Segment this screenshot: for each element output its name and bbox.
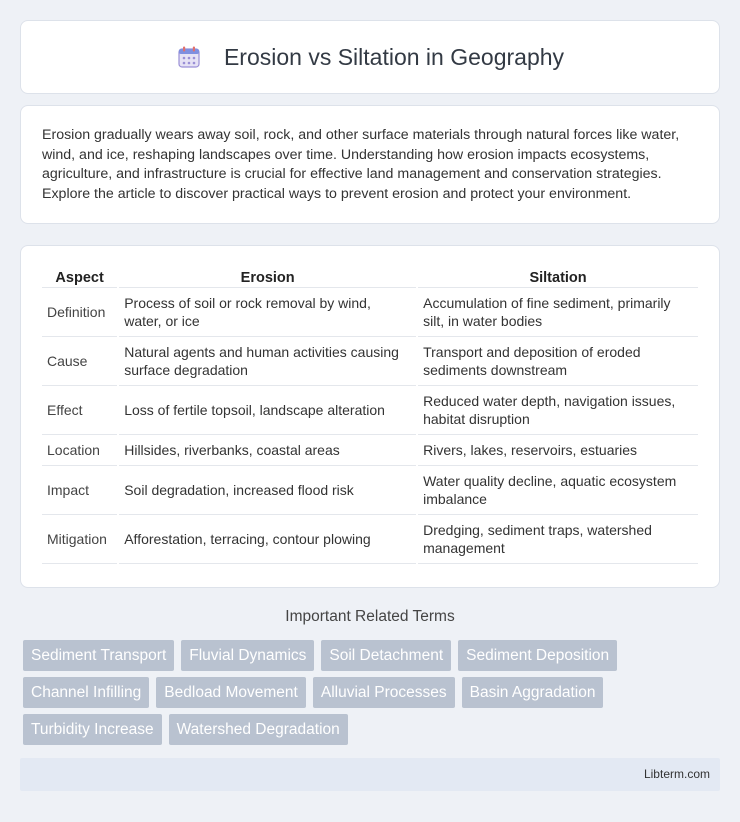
table-row bbox=[42, 386, 698, 435]
table-row bbox=[42, 337, 698, 386]
tag-alluvial-processes[interactable]: Alluvial Processes bbox=[313, 677, 455, 708]
cell-aspect: Location bbox=[42, 435, 117, 466]
intro-card bbox=[20, 105, 720, 224]
cell-siltation: Dredging, sediment traps, watershed management bbox=[418, 515, 698, 564]
cell-erosion: Afforestation, terracing, contour plowing bbox=[119, 515, 416, 564]
header-aspect: Aspect bbox=[42, 266, 117, 288]
tag-soil-detachment[interactable]: Soil Detachment bbox=[321, 640, 451, 671]
cell-aspect: Mitigation bbox=[42, 515, 117, 564]
tag-sediment-transport[interactable]: Sediment Transport bbox=[23, 640, 174, 671]
header-card bbox=[20, 20, 720, 94]
table-header-row bbox=[42, 266, 698, 288]
tag-channel-infilling[interactable]: Channel Infilling bbox=[23, 677, 149, 708]
header-erosion: Erosion bbox=[119, 266, 416, 288]
tag-bedload-movement[interactable]: Bedload Movement bbox=[156, 677, 306, 708]
cell-aspect: Impact bbox=[42, 466, 117, 515]
cell-siltation: Rivers, lakes, reservoirs, estuaries bbox=[418, 435, 698, 466]
footer bbox=[20, 758, 720, 791]
cell-aspect: Definition bbox=[42, 288, 117, 337]
cell-erosion: Loss of fertile topsoil, landscape alteration bbox=[119, 386, 416, 435]
comparison-table bbox=[42, 266, 698, 564]
table-row bbox=[42, 515, 698, 564]
comparison-table-card bbox=[20, 245, 720, 588]
table-row bbox=[42, 435, 698, 466]
tag-sediment-deposition[interactable]: Sediment Deposition bbox=[458, 640, 617, 671]
intro-paragraph: Erosion gradually wears away soil, rock, and other surface materials through natural forces like water, wind, and ice, reshaping landscapes over time. Understanding how erosion impacts ecosystems, agriculture, and infrastructure is crucial for effective land management and conservation strategies. Explore the article to discover practical ways to prevent erosion and protect your environment. bbox=[42, 127, 680, 202]
cell-aspect: Cause bbox=[42, 337, 117, 386]
related-terms-tags bbox=[23, 640, 723, 751]
tag-fluvial-dynamics[interactable]: Fluvial Dynamics bbox=[181, 640, 314, 671]
footer-brand-link[interactable]: Libterm.com bbox=[643, 767, 710, 781]
table-row bbox=[42, 466, 698, 515]
tag-basin-aggradation[interactable]: Basin Aggradation bbox=[462, 677, 604, 708]
header-siltation: Siltation bbox=[418, 266, 698, 288]
cell-siltation: Accumulation of fine sediment, primarily silt, in water bodies bbox=[418, 288, 698, 337]
cell-erosion: Hillsides, riverbanks, coastal areas bbox=[119, 435, 416, 466]
page-title: Erosion vs Siltation in Geography bbox=[223, 43, 565, 70]
cell-siltation: Transport and deposition of eroded sediments downstream bbox=[418, 337, 698, 386]
cell-erosion: Process of soil or rock removal by wind, water, or ice bbox=[119, 288, 416, 337]
related-terms-title: Important Related Terms bbox=[285, 608, 455, 625]
cell-aspect: Effect bbox=[42, 386, 117, 435]
tag-turbidity-increase[interactable]: Turbidity Increase bbox=[23, 714, 162, 745]
table-row bbox=[42, 288, 698, 337]
cell-erosion: Natural agents and human activities causing surface degradation bbox=[119, 337, 416, 386]
calendar-icon bbox=[176, 44, 202, 70]
cell-siltation: Water quality decline, aquatic ecosystem imbalance bbox=[418, 466, 698, 515]
tag-watershed-degradation[interactable]: Watershed Degradation bbox=[169, 714, 348, 745]
cell-siltation: Reduced water depth, navigation issues, habitat disruption bbox=[418, 386, 698, 435]
cell-erosion: Soil degradation, increased flood risk bbox=[119, 466, 416, 515]
